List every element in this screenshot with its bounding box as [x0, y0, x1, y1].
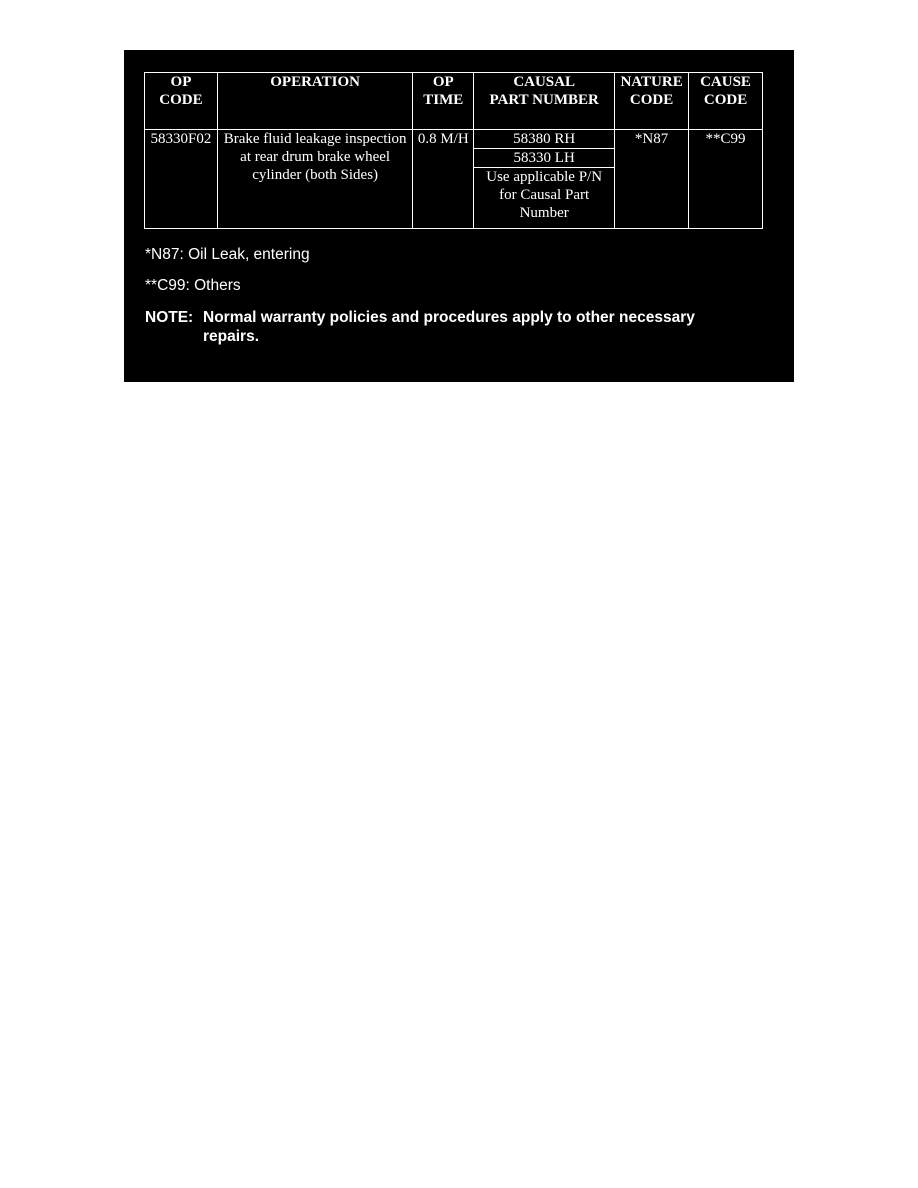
cell-operation: Brake fluid leakage inspection at rear drum brake wheel cylinder (both Sides): [217, 130, 412, 229]
cell-op-time: 0.8 M/H: [413, 130, 474, 229]
cell-nature-code: *N87: [615, 130, 689, 229]
footnote-c99: **C99: Others: [145, 277, 241, 294]
header-causal-part-number: CAUSAL PART NUMBER: [474, 73, 615, 130]
note-text-line1: Normal warranty policies and procedures apply to other necessary: [203, 309, 695, 326]
warranty-note: [145, 308, 765, 346]
cell-part-number-lh: 58330 LH: [474, 149, 615, 168]
header-cause-code: CAUSE CODE: [689, 73, 763, 130]
header-op-code: OP CODE: [145, 73, 218, 130]
note-text-line2: repairs.: [203, 328, 260, 345]
note-label: NOTE:: [145, 309, 194, 326]
header-operation: OPERATION: [217, 73, 412, 130]
table-row: [145, 130, 763, 149]
cell-op-code: 58330F02: [145, 130, 218, 229]
cell-part-number-note: [474, 168, 615, 229]
part-number-note-text: Use applicable P/N for Causal Part Number: [486, 169, 603, 221]
cell-cause-code: **C99: [689, 130, 763, 229]
footnote-n87: *N87: Oil Leak, entering: [145, 246, 310, 263]
header-op-time: OP TIME: [413, 73, 474, 130]
warranty-info-panel: [124, 50, 794, 382]
table-header-row: [145, 73, 763, 130]
header-nature-code: NATURE CODE: [615, 73, 689, 130]
warranty-table: [144, 72, 763, 229]
cell-part-number-rh: 58380 RH: [474, 130, 615, 149]
